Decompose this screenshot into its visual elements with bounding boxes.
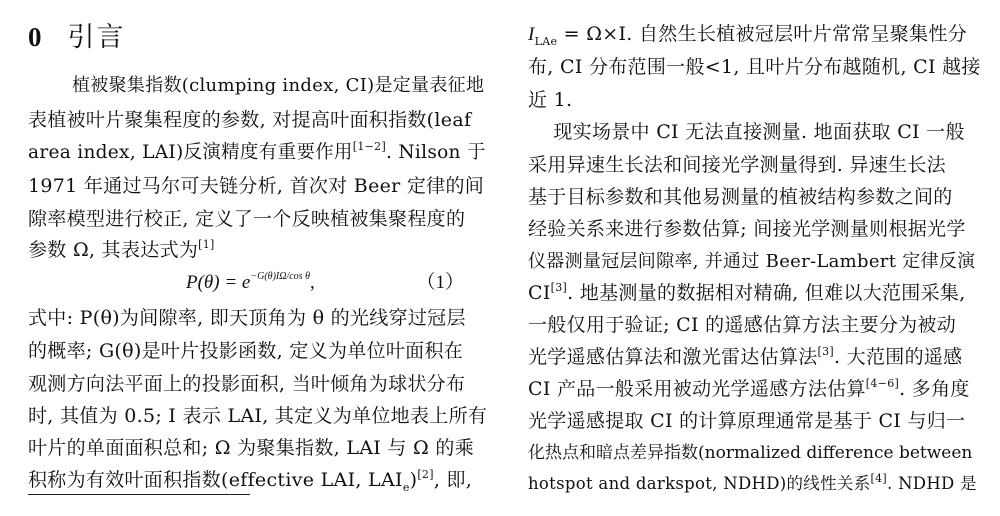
variable: I <box>528 24 535 45</box>
paragraph-line: 观测方向法平面上的投影面积, 当叶倾角为球状分布 <box>28 373 466 395</box>
line-text: . 地基测量的数据相对精确, 但难以大范围采集, <box>567 282 966 304</box>
paragraph-line <box>528 471 977 494</box>
subscript: LAe <box>534 34 558 48</box>
paragraph-line <box>528 280 966 304</box>
paragraph-line <box>28 237 215 261</box>
citation: [3] <box>550 280 568 294</box>
line-text: . Nilson 于 <box>386 142 486 163</box>
paragraph-line: 布, CI 分布范围一般<1, 且叶片分布越随机, CI 越接 <box>528 56 981 78</box>
citation: [1] <box>198 237 215 251</box>
section-number: 0 <box>28 22 42 52</box>
paragraph-line <box>528 344 963 368</box>
line-text: . 多角度 <box>899 378 970 400</box>
equation <box>186 272 315 297</box>
line-text: area index, LAI)反演精度有重要作用 <box>28 142 353 163</box>
equation-row <box>28 272 490 294</box>
equation-number: （1） <box>416 272 464 293</box>
line-text: . 大范围的遥感 <box>834 346 963 368</box>
line-text: ) <box>409 469 418 491</box>
line-text: 参数 Ω, 其表达式为 <box>28 239 199 261</box>
line-text: CI <box>528 282 551 304</box>
paragraph-line: 表植被叶片聚集程度的参数, 对提高叶面积指数(leaf <box>28 109 472 131</box>
paragraph-line: 化热点和暗点差异指数(normalized difference between <box>528 443 973 463</box>
paragraph-line: 现实场景中 CI 无法直接测量. 地面获取 CI 一般 <box>528 121 965 143</box>
line-text: . NDHD 是 <box>886 474 977 493</box>
equation-lhs: P(θ) = e <box>186 272 251 293</box>
paragraph-line: 叶片的单面面积总和; Ω 为聚集指数, LAI 与 Ω 的乘 <box>28 437 475 459</box>
citation: [4−6] <box>865 376 900 390</box>
paragraph-line <box>28 139 486 163</box>
line-text: , 即, <box>433 469 473 491</box>
paragraph-line <box>528 23 968 48</box>
line-text: hotspot and darkspot, NDHD)的线性关系 <box>528 474 871 493</box>
paragraph-line: 采用异速生长法和间接光学测量得到. 异速生长法 <box>528 154 946 176</box>
line-text: = Ω×I. 自然生长植被冠层叶片常常呈聚集性分 <box>557 23 968 45</box>
section-title: 引言 <box>67 22 126 53</box>
citation: [4] <box>870 471 887 485</box>
paragraph-line: 近 1. <box>528 89 573 111</box>
paragraph-line: 经验关系来进行参数估算; 间接光学测量则根据光学 <box>528 218 966 240</box>
paragraph-line: 光学遥感提取 CI 的计算原理通常是基于 CI 与归一 <box>528 410 966 432</box>
footnote-rule <box>28 494 250 495</box>
paragraph-line: 1971 年通过马尔可夫链分析, 首次对 Beer 定律的间 <box>28 175 485 197</box>
citation: [1−2] <box>352 139 387 153</box>
paragraph-line: 时, 其值为 0.5; I 表示 LAI, 其定义为单位地表上所有 <box>28 405 488 427</box>
line-text: 光学遥感估算法和激光雷达估算法 <box>528 346 818 368</box>
paragraph-line: 隙率模型进行校正, 定义了一个反映植被集聚程度的 <box>28 208 466 230</box>
paragraph-line: 植被聚集指数(clumping index, CI)是定量表征地 <box>72 75 485 96</box>
equation-exponent: −G(θ)IΩ/cos θ <box>250 271 310 282</box>
line-text: CI 产品一般采用被动光学遥感方法估算 <box>528 378 866 400</box>
paragraph-line <box>528 376 970 400</box>
paragraph-line: 一般仅用于验证; CI 的遥感估算方法主要分为被动 <box>528 314 957 336</box>
citation: [2] <box>417 467 434 481</box>
equation-trail: , <box>309 272 315 293</box>
paragraph-line: 仪器测量冠层间隙率, 并通过 Beer-Lambert 定律反演 <box>528 251 976 272</box>
line-text: 积称为有效叶面积指数(effective LAI, LAI <box>28 469 403 491</box>
subscript: e <box>402 480 410 494</box>
paragraph-line: 式中: P(θ)为间隙率, 即天顶角为 θ 的光线穿过冠层 <box>28 307 466 329</box>
citation: [3] <box>817 344 834 358</box>
paragraph-line: 基于目标参数和其他易测量的植被结构参数之间的 <box>528 186 953 208</box>
paragraph-line <box>28 467 473 494</box>
section-heading <box>28 22 126 53</box>
paragraph-line: 的概率; G(θ)是叶片投影函数, 定义为单位叶面积在 <box>28 340 464 362</box>
